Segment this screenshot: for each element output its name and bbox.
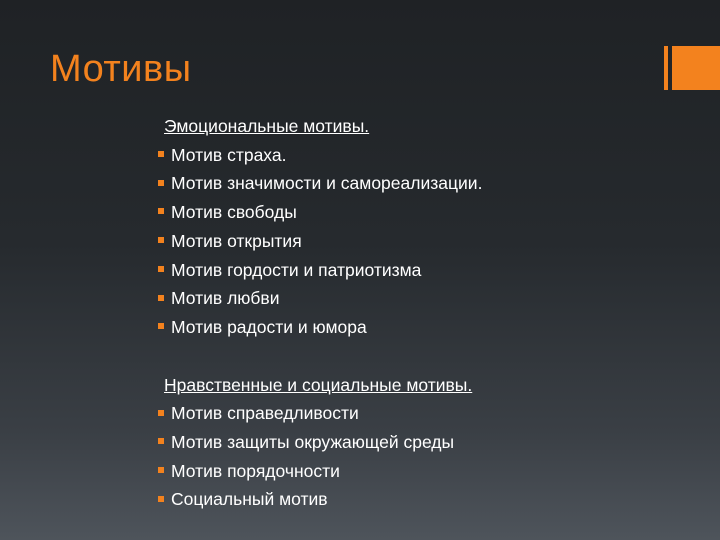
list-item-label: Мотив любви: [171, 288, 280, 309]
bullet-icon: [158, 410, 164, 416]
title-accent-bar-thick: [672, 46, 720, 90]
section-spacer: [158, 342, 698, 371]
bullet-icon: [158, 208, 164, 214]
list-item: [158, 284, 698, 313]
list-item-label: Мотив гордости и патриотизма: [171, 259, 422, 280]
list-item-label: Мотив справедливости: [171, 403, 359, 424]
slide-content: [158, 112, 698, 514]
list-item: [158, 198, 698, 227]
list-item: [158, 256, 698, 285]
bullet-icon: [158, 467, 164, 473]
list-item: [158, 428, 698, 457]
list-item-label: Социальный мотив: [171, 489, 328, 510]
list-item: [158, 457, 698, 486]
title-accent-bar-thin: [664, 46, 668, 90]
bullet-icon: [158, 323, 164, 329]
bullet-icon: [158, 151, 164, 157]
bullet-icon: [158, 295, 164, 301]
bullet-icon: [158, 237, 164, 243]
list-item-label: Мотив свободы: [171, 202, 297, 223]
list-item-label: Мотив радости и юмора: [171, 316, 367, 337]
list-item: [158, 399, 698, 428]
list-item-label: Мотив значимости и самореализации.: [171, 173, 483, 194]
list-item: [158, 169, 698, 198]
list-item: [158, 485, 698, 514]
bullet-icon: [158, 496, 164, 502]
bullet-icon: [158, 180, 164, 186]
bullet-icon: [158, 438, 164, 444]
list-item: [158, 141, 698, 170]
list-item: [158, 313, 698, 342]
list-item-label: Мотив страха.: [171, 144, 287, 165]
slide-title: Мотивы: [50, 48, 192, 90]
bullet-icon: [158, 266, 164, 272]
section-heading-social: Нравственные и социальные мотивы.: [164, 374, 473, 395]
list-item: [158, 227, 698, 256]
list-item-label: Мотив порядочности: [171, 460, 340, 481]
section-heading-emotional: Эмоциональные мотивы.: [164, 116, 370, 136]
list-item-label: Мотив защиты окружающей среды: [171, 432, 455, 453]
list-item-label: Мотив открытия: [171, 230, 302, 251]
